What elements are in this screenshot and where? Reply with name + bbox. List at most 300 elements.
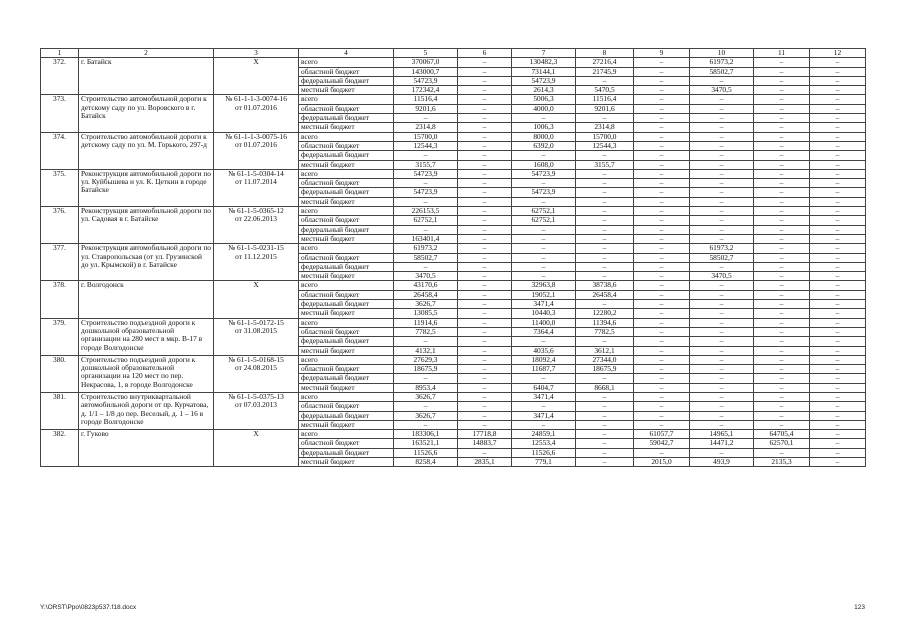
amount-cell: 3471,4 <box>512 411 576 420</box>
amount-cell: 2314,8 <box>394 123 458 132</box>
amount-cell: 8258,4 <box>394 458 458 467</box>
amount-cell: – <box>690 337 754 346</box>
amount-cell: 11526,6 <box>512 448 576 457</box>
document-reference <box>214 244 299 281</box>
document-reference-line: № 61-1-1-3-0075-16 <box>225 132 287 141</box>
column-header-row <box>41 49 866 58</box>
document-reference-line: № 61-1-5-0365-12 <box>228 206 284 216</box>
amount-cell: 14883,7 <box>458 439 512 448</box>
object-name: Строительство внутриквартальной автомобильной дороги от пр. Курчатова, д. 1/1 – 1/8 до пер. Веселый, д. 1 – 16 в городе Волгодонске <box>79 392 214 429</box>
document-reference <box>214 430 299 467</box>
amount-cell: – <box>810 365 866 374</box>
funding-source: областной бюджет <box>299 216 394 225</box>
object-name: г. Волгодонск <box>79 281 214 318</box>
amount-cell: – <box>690 411 754 420</box>
amount-cell: – <box>754 420 810 429</box>
amount-cell: 62752,1 <box>512 216 576 225</box>
amount-cell: – <box>754 188 810 197</box>
amount-cell: 24859,1 <box>512 430 576 439</box>
amount-cell: 3470,5 <box>690 86 754 95</box>
funding-source: областной бюджет <box>299 439 394 448</box>
funding-source: федеральный бюджет <box>299 374 394 383</box>
amount-cell: – <box>754 383 810 392</box>
amount-cell: – <box>458 411 512 420</box>
document-reference-line: № 61-1-1-3-0074-16 <box>225 94 287 104</box>
amount-cell: – <box>690 346 754 355</box>
table-row <box>41 207 866 216</box>
row-number: 381. <box>41 392 79 429</box>
amount-cell: – <box>754 262 810 271</box>
amount-cell: – <box>754 272 810 281</box>
amount-cell: – <box>576 272 634 281</box>
amount-cell: – <box>810 151 866 160</box>
amount-cell: – <box>634 411 690 420</box>
amount-cell: 61973,2 <box>690 244 754 253</box>
table-row <box>41 281 866 290</box>
amount-cell: 3155,7 <box>394 160 458 169</box>
funding-source: областной бюджет <box>299 179 394 188</box>
funding-source: областной бюджет <box>299 141 394 150</box>
amount-cell: 3155,7 <box>576 160 634 169</box>
amount-cell: – <box>810 253 866 262</box>
amount-cell: – <box>458 346 512 355</box>
funding-source: местный бюджет <box>299 272 394 281</box>
column-header: 4 <box>299 49 394 58</box>
document-reference-line: от 01.07.2016 <box>235 139 277 149</box>
funding-source: всего <box>299 207 394 216</box>
amount-cell: – <box>754 123 810 132</box>
amount-cell: – <box>810 114 866 123</box>
funding-source: местный бюджет <box>299 234 394 243</box>
amount-cell: – <box>634 188 690 197</box>
amount-cell: – <box>690 355 754 364</box>
amount-cell: 26458,4 <box>576 290 634 299</box>
amount-cell: – <box>512 114 576 123</box>
document-reference-line: от 01.07.2016 <box>235 102 277 112</box>
amount-cell: 163401,4 <box>394 234 458 243</box>
amount-cell: – <box>690 281 754 290</box>
amount-cell: – <box>458 160 512 169</box>
funding-source: областной бюджет <box>299 67 394 76</box>
amount-cell: – <box>634 114 690 123</box>
amount-cell: – <box>458 402 512 411</box>
amount-cell: – <box>634 281 690 290</box>
amount-cell: – <box>512 374 576 383</box>
amount-cell: – <box>634 253 690 262</box>
funding-source: всего <box>299 355 394 364</box>
funding-source: федеральный бюджет <box>299 411 394 420</box>
document-reference-line: № 61-1-5-0375-13 <box>228 392 284 401</box>
amount-cell: – <box>634 58 690 67</box>
amount-cell: 370067,0 <box>394 58 458 67</box>
amount-cell: – <box>458 188 512 197</box>
amount-cell: – <box>810 86 866 95</box>
amount-cell: – <box>576 169 634 178</box>
amount-cell: – <box>576 262 634 271</box>
amount-cell: 54723,9 <box>512 76 576 85</box>
amount-cell: – <box>754 253 810 262</box>
amount-cell: – <box>690 179 754 188</box>
amount-cell: – <box>394 114 458 123</box>
amount-cell: 61057,7 <box>634 430 690 439</box>
amount-cell: 21745,9 <box>576 67 634 76</box>
amount-cell: – <box>512 420 576 429</box>
funding-source: всего <box>299 392 394 401</box>
amount-cell: – <box>458 95 512 104</box>
row-number: 378. <box>41 281 79 318</box>
amount-cell: – <box>458 179 512 188</box>
amount-cell: 12544,3 <box>394 141 458 150</box>
amount-cell: – <box>810 141 866 150</box>
amount-cell: – <box>634 355 690 364</box>
column-header: 2 <box>79 49 214 58</box>
amount-cell: 2015,0 <box>634 458 690 467</box>
column-header: 6 <box>458 49 512 58</box>
amount-cell: – <box>458 234 512 243</box>
funding-source: всего <box>299 430 394 439</box>
amount-cell: 61973,2 <box>394 244 458 253</box>
amount-cell: 13085,5 <box>394 309 458 318</box>
amount-cell: – <box>690 383 754 392</box>
amount-cell: 19052,1 <box>512 290 576 299</box>
amount-cell: 3612,1 <box>576 346 634 355</box>
column-header: 9 <box>634 49 690 58</box>
amount-cell: – <box>458 114 512 123</box>
amount-cell: 172342,4 <box>394 86 458 95</box>
funding-source: федеральный бюджет <box>299 151 394 160</box>
amount-cell: – <box>512 225 576 234</box>
amount-cell: 58502,7 <box>690 253 754 262</box>
table-row <box>41 244 866 253</box>
funding-source: всего <box>299 318 394 327</box>
amount-cell: – <box>754 58 810 67</box>
amount-cell: 62752,1 <box>512 207 576 216</box>
amount-cell: – <box>576 225 634 234</box>
object-name: Реконструкция автомобильной дороги по ул. Ставропольская (от ул. Грузинской до ул. Крымской) в г. Батайске <box>79 244 214 281</box>
document-reference <box>214 318 299 355</box>
amount-cell: – <box>754 327 810 336</box>
amount-cell: 54723,9 <box>394 169 458 178</box>
amount-cell: 43170,6 <box>394 281 458 290</box>
amount-cell: – <box>458 383 512 392</box>
amount-cell: – <box>458 300 512 309</box>
amount-cell: 7364,4 <box>512 327 576 336</box>
document-reference <box>214 169 299 206</box>
amount-cell: 3626,7 <box>394 392 458 401</box>
amount-cell: – <box>690 114 754 123</box>
funding-source: федеральный бюджет <box>299 262 394 271</box>
amount-cell: – <box>754 290 810 299</box>
amount-cell: – <box>576 253 634 262</box>
amount-cell: 3471,4 <box>512 392 576 401</box>
amount-cell: – <box>810 160 866 169</box>
amount-cell: – <box>690 392 754 401</box>
amount-cell: – <box>634 76 690 85</box>
document-reference-line: от 24.08.2015 <box>235 363 277 373</box>
amount-cell: – <box>458 290 512 299</box>
funding-source: местный бюджет <box>299 346 394 355</box>
amount-cell: – <box>810 216 866 225</box>
amount-cell: – <box>634 346 690 355</box>
amount-cell: – <box>810 327 866 336</box>
document-reference <box>214 207 299 244</box>
amount-cell: – <box>512 253 576 262</box>
document-reference-line: № 61-1-5-0172-15 <box>228 318 284 327</box>
object-name: г. Гуково <box>79 430 214 467</box>
amount-cell: 27344,0 <box>576 355 634 364</box>
amount-cell: – <box>810 95 866 104</box>
amount-cell: – <box>458 355 512 364</box>
amount-cell: 62570,1 <box>754 439 810 448</box>
funding-source: федеральный бюджет <box>299 448 394 457</box>
amount-cell: – <box>810 104 866 113</box>
amount-cell: – <box>810 207 866 216</box>
row-number: 375. <box>41 169 79 206</box>
amount-cell: 54723,9 <box>394 76 458 85</box>
amount-cell: – <box>512 244 576 253</box>
amount-cell: – <box>810 430 866 439</box>
amount-cell: – <box>576 458 634 467</box>
amount-cell: – <box>810 281 866 290</box>
amount-cell: – <box>810 188 866 197</box>
amount-cell: – <box>394 262 458 271</box>
amount-cell: – <box>810 392 866 401</box>
amount-cell: – <box>810 383 866 392</box>
amount-cell: – <box>754 411 810 420</box>
amount-cell: 26458,4 <box>394 290 458 299</box>
amount-cell: – <box>810 179 866 188</box>
amount-cell: 54723,9 <box>512 169 576 178</box>
amount-cell: – <box>458 151 512 160</box>
amount-cell: – <box>754 281 810 290</box>
object-name: Строительство подъездной дороги к дошкольной образовательной организации на 280 мест в мкр. В-17 в городе Волгодонске <box>79 318 214 355</box>
amount-cell: – <box>634 225 690 234</box>
row-number: 374. <box>41 132 79 169</box>
amount-cell: – <box>634 448 690 457</box>
amount-cell: – <box>634 160 690 169</box>
amount-cell: – <box>810 123 866 132</box>
amount-cell: – <box>634 244 690 253</box>
amount-cell: – <box>634 95 690 104</box>
amount-cell: – <box>690 141 754 150</box>
table-row <box>41 95 866 104</box>
amount-cell: – <box>690 104 754 113</box>
amount-cell: – <box>458 272 512 281</box>
amount-cell: – <box>634 104 690 113</box>
amount-cell: – <box>754 402 810 411</box>
amount-cell: – <box>754 104 810 113</box>
amount-cell: – <box>810 234 866 243</box>
amount-cell: 4132,1 <box>394 346 458 355</box>
amount-cell: 11394,6 <box>576 318 634 327</box>
amount-cell: – <box>512 402 576 411</box>
amount-cell: – <box>754 234 810 243</box>
amount-cell: – <box>754 309 810 318</box>
document-reference <box>214 95 299 132</box>
amount-cell: – <box>394 337 458 346</box>
column-header: 7 <box>512 49 576 58</box>
amount-cell: – <box>576 197 634 206</box>
amount-cell: – <box>394 374 458 383</box>
amount-cell: – <box>810 76 866 85</box>
amount-cell: 4035,6 <box>512 346 576 355</box>
funding-source: федеральный бюджет <box>299 188 394 197</box>
amount-cell: 1006,3 <box>512 123 576 132</box>
table-row <box>41 58 866 67</box>
amount-cell: – <box>690 76 754 85</box>
funding-source: областной бюджет <box>299 290 394 299</box>
amount-cell: – <box>576 448 634 457</box>
amount-cell: – <box>576 420 634 429</box>
column-header: 8 <box>576 49 634 58</box>
amount-cell: – <box>576 151 634 160</box>
amount-cell: – <box>754 76 810 85</box>
amount-cell: – <box>690 169 754 178</box>
amount-cell: – <box>458 448 512 457</box>
amount-cell: 10440,3 <box>512 309 576 318</box>
amount-cell: 8668,1 <box>576 383 634 392</box>
object-name: Реконструкция автомобильной дороги по ул. Садовая в г. Батайске <box>79 207 214 244</box>
amount-cell: – <box>690 160 754 169</box>
amount-cell: 18092,4 <box>512 355 576 364</box>
funding-source: местный бюджет <box>299 160 394 169</box>
amount-cell: – <box>754 346 810 355</box>
funding-source: всего <box>299 132 394 141</box>
amount-cell: – <box>394 151 458 160</box>
amount-cell: – <box>458 392 512 401</box>
amount-cell: 27216,4 <box>576 58 634 67</box>
amount-cell: 12544,3 <box>576 141 634 150</box>
amount-cell: – <box>754 132 810 141</box>
amount-cell: – <box>458 123 512 132</box>
amount-cell: – <box>634 169 690 178</box>
amount-cell: 11400,0 <box>512 318 576 327</box>
amount-cell: – <box>810 420 866 429</box>
amount-cell: – <box>810 197 866 206</box>
amount-cell: – <box>754 86 810 95</box>
amount-cell: – <box>576 374 634 383</box>
funding-source: федеральный бюджет <box>299 337 394 346</box>
funding-source: местный бюджет <box>299 86 394 95</box>
amount-cell: 58502,7 <box>690 67 754 76</box>
amount-cell: 12280,2 <box>576 309 634 318</box>
amount-cell: – <box>394 197 458 206</box>
amount-cell: – <box>690 188 754 197</box>
amount-cell: 17718,8 <box>458 430 512 439</box>
row-number: 372. <box>41 58 79 95</box>
amount-cell: – <box>690 207 754 216</box>
funding-source: местный бюджет <box>299 458 394 467</box>
amount-cell: 8000,0 <box>512 132 576 141</box>
amount-cell: – <box>576 430 634 439</box>
funding-source: всего <box>299 281 394 290</box>
amount-cell: – <box>690 123 754 132</box>
amount-cell: – <box>458 132 512 141</box>
amount-cell: – <box>458 104 512 113</box>
amount-cell: – <box>634 234 690 243</box>
amount-cell: 163521,1 <box>394 439 458 448</box>
amount-cell: 11516,4 <box>394 95 458 104</box>
funding-source: всего <box>299 244 394 253</box>
funding-source: федеральный бюджет <box>299 76 394 85</box>
amount-cell: 2835,1 <box>458 458 512 467</box>
amount-cell: 15700,0 <box>576 132 634 141</box>
funding-source: местный бюджет <box>299 309 394 318</box>
amount-cell: 2314,8 <box>576 123 634 132</box>
amount-cell: – <box>458 244 512 253</box>
amount-cell: – <box>754 114 810 123</box>
amount-cell: – <box>810 309 866 318</box>
amount-cell: – <box>754 151 810 160</box>
amount-cell: 32963,8 <box>512 281 576 290</box>
amount-cell: – <box>634 123 690 132</box>
amount-cell: – <box>754 300 810 309</box>
amount-cell: 62752,1 <box>394 216 458 225</box>
funding-source: всего <box>299 169 394 178</box>
amount-cell: 11687,7 <box>512 365 576 374</box>
amount-cell: – <box>690 420 754 429</box>
row-number: 382. <box>41 430 79 467</box>
amount-cell: – <box>810 67 866 76</box>
document-reference-line: от 11.07.2014 <box>235 177 277 187</box>
amount-cell: – <box>576 411 634 420</box>
amount-cell: 38738,6 <box>576 281 634 290</box>
amount-cell: – <box>458 141 512 150</box>
budget-table <box>40 48 866 467</box>
amount-cell: – <box>810 411 866 420</box>
amount-cell: – <box>394 402 458 411</box>
row-number: 380. <box>41 355 79 392</box>
amount-cell: – <box>754 365 810 374</box>
amount-cell: 1608,0 <box>512 160 576 169</box>
amount-cell: – <box>576 207 634 216</box>
document-reference-line: X <box>253 57 259 67</box>
amount-cell: 59042,7 <box>634 439 690 448</box>
amount-cell: – <box>810 58 866 67</box>
amount-cell: 11914,6 <box>394 318 458 327</box>
amount-cell: – <box>754 225 810 234</box>
amount-cell: 226153,5 <box>394 207 458 216</box>
amount-cell: 3626,7 <box>394 411 458 420</box>
amount-cell: – <box>458 327 512 336</box>
column-header: 1 <box>41 49 79 58</box>
amount-cell: – <box>576 114 634 123</box>
amount-cell: – <box>634 309 690 318</box>
amount-cell: – <box>754 160 810 169</box>
amount-cell: – <box>810 290 866 299</box>
document-reference <box>214 132 299 169</box>
amount-cell: – <box>810 300 866 309</box>
amount-cell: – <box>634 86 690 95</box>
amount-cell: – <box>810 346 866 355</box>
amount-cell: 73144,1 <box>512 67 576 76</box>
table-row <box>41 392 866 401</box>
amount-cell: – <box>394 420 458 429</box>
amount-cell: – <box>576 300 634 309</box>
amount-cell: – <box>754 197 810 206</box>
table-row <box>41 169 866 178</box>
funding-source: местный бюджет <box>299 123 394 132</box>
amount-cell: 7782,5 <box>394 327 458 336</box>
amount-cell: – <box>690 374 754 383</box>
amount-cell: – <box>754 95 810 104</box>
funding-source: федеральный бюджет <box>299 114 394 123</box>
amount-cell: – <box>810 355 866 364</box>
amount-cell: 54723,9 <box>394 188 458 197</box>
amount-cell: – <box>634 216 690 225</box>
amount-cell: 9201,6 <box>394 104 458 113</box>
funding-source: областной бюджет <box>299 253 394 262</box>
